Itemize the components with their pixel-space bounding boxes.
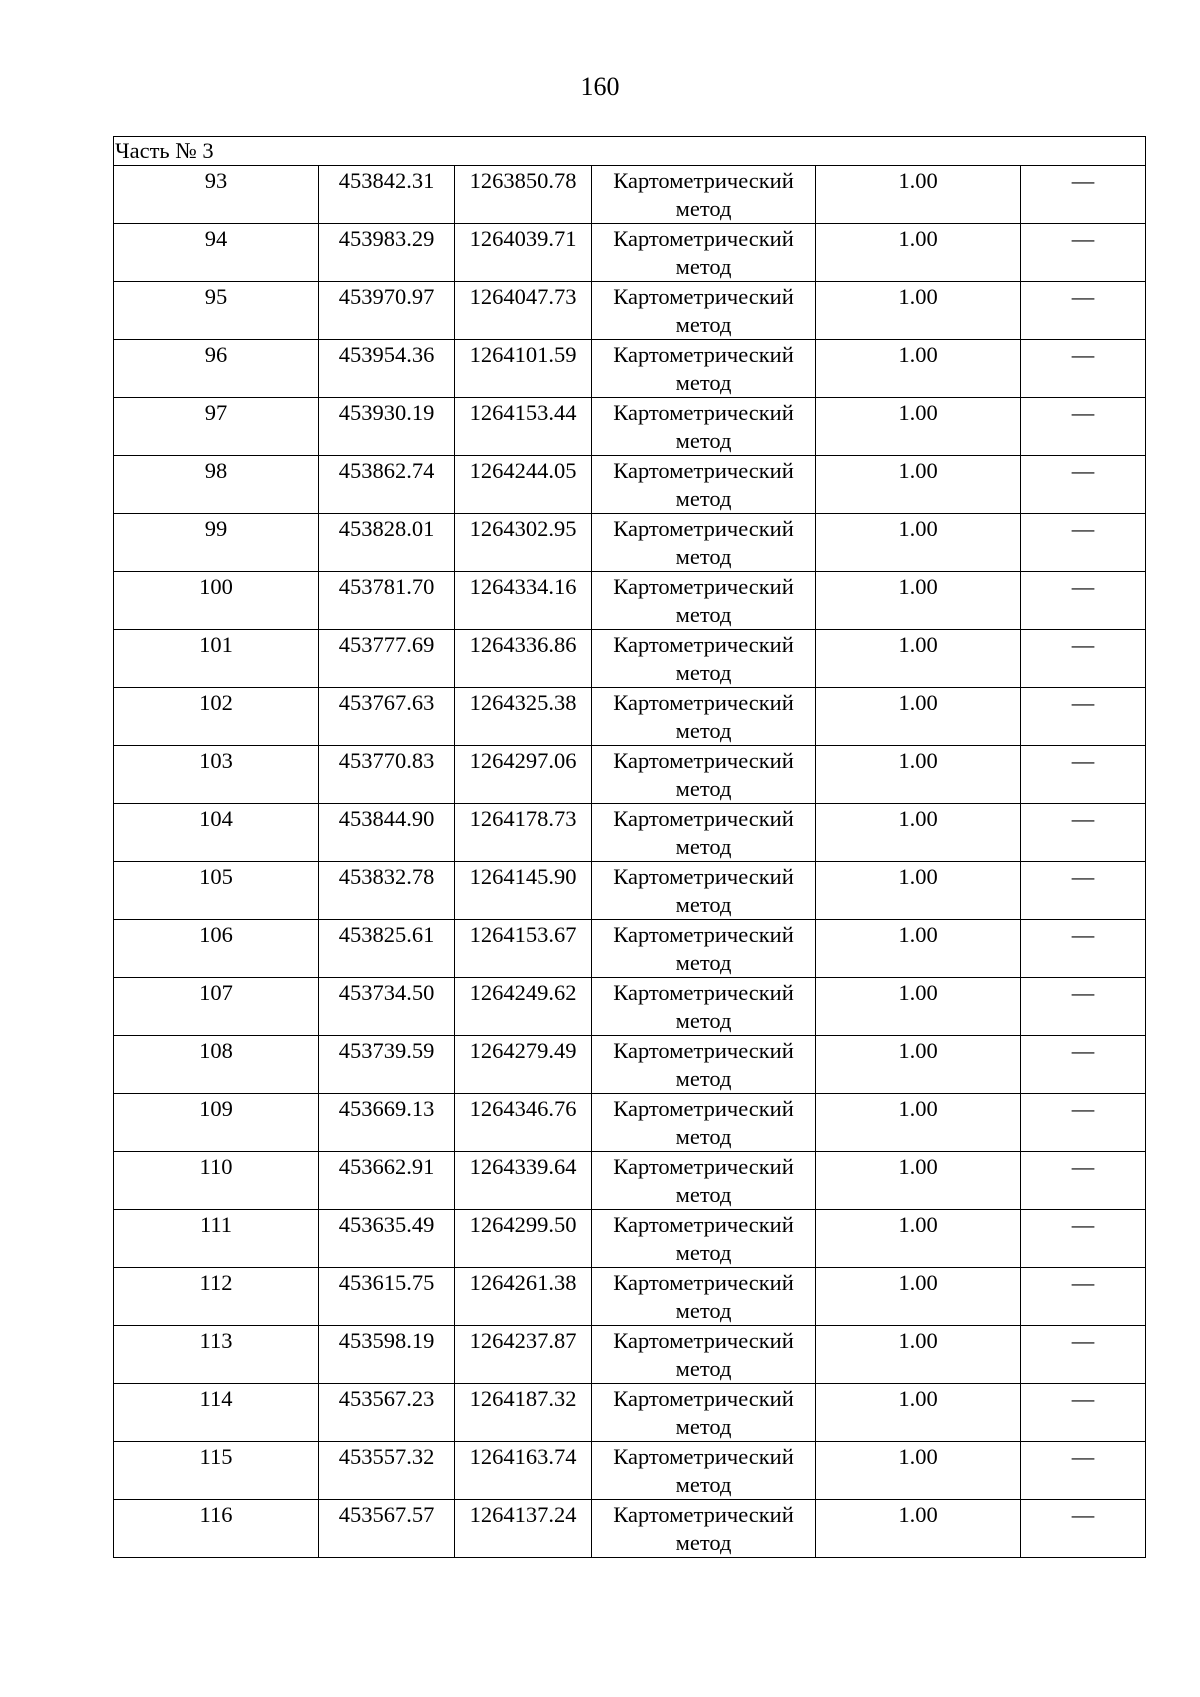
point-number-cell: 94 — [114, 224, 319, 282]
coordinate-y-cell: 1264187.32 — [455, 1384, 592, 1442]
accuracy-cell: 1.00 — [816, 978, 1021, 1036]
coordinate-x-cell: 453557.32 — [319, 1442, 455, 1500]
coordinate-x-cell: 453635.49 — [319, 1210, 455, 1268]
accuracy-cell: 1.00 — [816, 688, 1021, 746]
coordinate-x-cell: 453777.69 — [319, 630, 455, 688]
coordinate-x-cell: 453828.01 — [319, 514, 455, 572]
method-cell — [592, 1210, 816, 1268]
description-cell: — — [1021, 1384, 1146, 1442]
table-row — [114, 1268, 1146, 1326]
method-cell — [592, 746, 816, 804]
accuracy-cell: 1.00 — [816, 282, 1021, 340]
method-line-2: метод — [675, 1182, 732, 1207]
table-row — [114, 1094, 1146, 1152]
page-number: 160 — [580, 72, 620, 101]
coordinate-x-cell: 453567.23 — [319, 1384, 455, 1442]
table-row — [114, 340, 1146, 398]
point-number-cell: 106 — [114, 920, 319, 978]
point-number-cell: 97 — [114, 398, 319, 456]
accuracy-cell: 1.00 — [816, 456, 1021, 514]
point-number-cell: 100 — [114, 572, 319, 630]
coordinate-x-cell: 453844.90 — [319, 804, 455, 862]
coordinate-y-cell: 1264163.74 — [455, 1442, 592, 1500]
coordinate-y-cell: 1264339.64 — [455, 1152, 592, 1210]
coordinates-table — [113, 136, 1146, 1558]
method-line-2: метод — [675, 1530, 732, 1555]
accuracy-cell: 1.00 — [816, 514, 1021, 572]
coordinate-x-cell: 453930.19 — [319, 398, 455, 456]
coordinate-y-cell: 1264325.38 — [455, 688, 592, 746]
method-cell — [592, 224, 816, 282]
table-row — [114, 978, 1146, 1036]
description-cell: — — [1021, 282, 1146, 340]
method-line-2: метод — [675, 254, 732, 279]
method-line-2: метод — [675, 834, 732, 859]
method-line-2: метод — [675, 1124, 732, 1149]
table-body — [114, 137, 1146, 1558]
point-number-cell: 99 — [114, 514, 319, 572]
coordinate-y-cell: 1263850.78 — [455, 166, 592, 224]
coordinate-x-cell: 453734.50 — [319, 978, 455, 1036]
table-row — [114, 1152, 1146, 1210]
method-line-2: метод — [675, 370, 732, 395]
method-line-1: Картометрический — [613, 1270, 794, 1295]
coordinate-y-cell: 1264145.90 — [455, 862, 592, 920]
accuracy-cell: 1.00 — [816, 1500, 1021, 1558]
accuracy-cell: 1.00 — [816, 1036, 1021, 1094]
accuracy-cell: 1.00 — [816, 224, 1021, 282]
method-line-2: метод — [675, 1008, 732, 1033]
table-row — [114, 572, 1146, 630]
method-line-1: Картометрический — [613, 922, 794, 947]
coordinate-y-cell: 1264244.05 — [455, 456, 592, 514]
coordinate-x-cell: 453983.29 — [319, 224, 455, 282]
description-cell: — — [1021, 1326, 1146, 1384]
method-line-1: Картометрический — [613, 690, 794, 715]
method-line-1: Картометрический — [613, 1328, 794, 1353]
point-number-cell: 105 — [114, 862, 319, 920]
coordinate-x-cell: 453615.75 — [319, 1268, 455, 1326]
table-row — [114, 1210, 1146, 1268]
method-cell — [592, 862, 816, 920]
accuracy-cell: 1.00 — [816, 862, 1021, 920]
method-cell — [592, 978, 816, 1036]
method-line-1: Картометрический — [613, 1502, 794, 1527]
description-cell: — — [1021, 514, 1146, 572]
accuracy-cell: 1.00 — [816, 1268, 1021, 1326]
coordinate-y-cell: 1264299.50 — [455, 1210, 592, 1268]
point-number-cell: 112 — [114, 1268, 319, 1326]
method-line-1: Картометрический — [613, 574, 794, 599]
method-cell — [592, 456, 816, 514]
table-row — [114, 1326, 1146, 1384]
coordinate-y-cell: 1264297.06 — [455, 746, 592, 804]
table-row — [114, 688, 1146, 746]
coordinate-x-cell: 453842.31 — [319, 166, 455, 224]
method-line-2: метод — [675, 486, 732, 511]
description-cell: — — [1021, 340, 1146, 398]
coordinate-x-cell: 453567.57 — [319, 1500, 455, 1558]
point-number-cell: 102 — [114, 688, 319, 746]
description-cell: — — [1021, 572, 1146, 630]
method-line-2: метод — [675, 1414, 732, 1439]
point-number-cell: 114 — [114, 1384, 319, 1442]
method-line-2: метод — [675, 1298, 732, 1323]
method-cell — [592, 1442, 816, 1500]
coordinate-x-cell: 453662.91 — [319, 1152, 455, 1210]
method-line-1: Картометрический — [613, 864, 794, 889]
description-cell: — — [1021, 1152, 1146, 1210]
table-row — [114, 1500, 1146, 1558]
accuracy-cell: 1.00 — [816, 1094, 1021, 1152]
table-row — [114, 166, 1146, 224]
description-cell: — — [1021, 1036, 1146, 1094]
method-line-2: метод — [675, 892, 732, 917]
method-line-2: метод — [675, 312, 732, 337]
table-row — [114, 1384, 1146, 1442]
method-cell — [592, 1094, 816, 1152]
coordinate-x-cell: 453739.59 — [319, 1036, 455, 1094]
coordinate-x-cell: 453954.36 — [319, 340, 455, 398]
point-number-cell: 115 — [114, 1442, 319, 1500]
coordinate-y-cell: 1264237.87 — [455, 1326, 592, 1384]
point-number-cell: 116 — [114, 1500, 319, 1558]
description-cell: — — [1021, 1268, 1146, 1326]
accuracy-cell: 1.00 — [816, 630, 1021, 688]
method-line-1: Картометрический — [613, 1038, 794, 1063]
coordinate-x-cell: 453770.83 — [319, 746, 455, 804]
accuracy-cell: 1.00 — [816, 166, 1021, 224]
point-number-cell: 110 — [114, 1152, 319, 1210]
method-line-1: Картометрический — [613, 284, 794, 309]
accuracy-cell: 1.00 — [816, 804, 1021, 862]
coordinate-x-cell: 453598.19 — [319, 1326, 455, 1384]
table-row — [114, 282, 1146, 340]
coordinate-x-cell: 453669.13 — [319, 1094, 455, 1152]
table-row — [114, 862, 1146, 920]
point-number-cell: 113 — [114, 1326, 319, 1384]
accuracy-cell: 1.00 — [816, 920, 1021, 978]
point-number-cell: 107 — [114, 978, 319, 1036]
coordinate-y-cell: 1264047.73 — [455, 282, 592, 340]
coordinate-x-cell: 453832.78 — [319, 862, 455, 920]
point-number-cell: 101 — [114, 630, 319, 688]
accuracy-cell: 1.00 — [816, 1384, 1021, 1442]
method-cell — [592, 1036, 816, 1094]
accuracy-cell: 1.00 — [816, 398, 1021, 456]
coordinate-y-cell: 1264153.44 — [455, 398, 592, 456]
method-line-1: Картометрический — [613, 516, 794, 541]
description-cell: — — [1021, 746, 1146, 804]
coordinate-y-cell: 1264279.49 — [455, 1036, 592, 1094]
method-cell — [592, 630, 816, 688]
coordinate-x-cell: 453767.63 — [319, 688, 455, 746]
point-number-cell: 95 — [114, 282, 319, 340]
point-number-cell: 96 — [114, 340, 319, 398]
description-cell: — — [1021, 804, 1146, 862]
method-cell — [592, 282, 816, 340]
coordinate-y-cell: 1264302.95 — [455, 514, 592, 572]
method-line-1: Картометрический — [613, 1444, 794, 1469]
coordinate-x-cell: 453825.61 — [319, 920, 455, 978]
accuracy-cell: 1.00 — [816, 1210, 1021, 1268]
accuracy-cell: 1.00 — [816, 1442, 1021, 1500]
method-line-1: Картометрический — [613, 400, 794, 425]
method-line-2: метод — [675, 950, 732, 975]
method-line-1: Картометрический — [613, 806, 794, 831]
method-line-1: Картометрический — [613, 342, 794, 367]
coordinate-x-cell: 453862.74 — [319, 456, 455, 514]
description-cell: — — [1021, 1442, 1146, 1500]
method-line-2: метод — [675, 196, 732, 221]
part-header-row — [114, 137, 1146, 166]
description-cell: — — [1021, 456, 1146, 514]
part-label: Часть № 3 — [114, 137, 1146, 166]
table-row — [114, 1442, 1146, 1500]
method-cell — [592, 166, 816, 224]
method-line-2: метод — [675, 1472, 732, 1497]
accuracy-cell: 1.00 — [816, 340, 1021, 398]
description-cell: — — [1021, 630, 1146, 688]
method-line-1: Картометрический — [613, 748, 794, 773]
description-cell: — — [1021, 1210, 1146, 1268]
method-cell — [592, 1152, 816, 1210]
method-line-2: метод — [675, 1356, 732, 1381]
coordinate-y-cell: 1264039.71 — [455, 224, 592, 282]
description-cell: — — [1021, 920, 1146, 978]
coordinate-y-cell: 1264249.62 — [455, 978, 592, 1036]
method-line-1: Картометрический — [613, 1154, 794, 1179]
coordinate-x-cell: 453970.97 — [319, 282, 455, 340]
table-row — [114, 804, 1146, 862]
method-line-1: Картометрический — [613, 458, 794, 483]
method-line-1: Картометрический — [613, 632, 794, 657]
method-line-2: метод — [675, 602, 732, 627]
description-cell: — — [1021, 862, 1146, 920]
method-line-1: Картометрический — [613, 1386, 794, 1411]
accuracy-cell: 1.00 — [816, 1326, 1021, 1384]
method-line-2: метод — [675, 1066, 732, 1091]
point-number-cell: 104 — [114, 804, 319, 862]
table-row — [114, 224, 1146, 282]
coordinate-y-cell: 1264261.38 — [455, 1268, 592, 1326]
table-row — [114, 456, 1146, 514]
point-number-cell: 98 — [114, 456, 319, 514]
coordinate-y-cell: 1264137.24 — [455, 1500, 592, 1558]
method-cell — [592, 804, 816, 862]
method-cell — [592, 1326, 816, 1384]
description-cell: — — [1021, 224, 1146, 282]
method-line-2: метод — [675, 776, 732, 801]
table-row — [114, 746, 1146, 804]
method-cell — [592, 340, 816, 398]
description-cell: — — [1021, 398, 1146, 456]
method-line-1: Картометрический — [613, 1096, 794, 1121]
method-cell — [592, 688, 816, 746]
table-row — [114, 920, 1146, 978]
description-cell: — — [1021, 166, 1146, 224]
coordinate-y-cell: 1264153.67 — [455, 920, 592, 978]
description-cell: — — [1021, 688, 1146, 746]
method-cell — [592, 398, 816, 456]
coordinate-x-cell: 453781.70 — [319, 572, 455, 630]
point-number-cell: 103 — [114, 746, 319, 804]
coordinate-y-cell: 1264334.16 — [455, 572, 592, 630]
coordinate-y-cell: 1264346.76 — [455, 1094, 592, 1152]
method-cell — [592, 572, 816, 630]
method-line-2: метод — [675, 718, 732, 743]
coordinate-y-cell: 1264178.73 — [455, 804, 592, 862]
method-line-1: Картометрический — [613, 1212, 794, 1237]
description-cell: — — [1021, 1500, 1146, 1558]
method-cell — [592, 1384, 816, 1442]
description-cell: — — [1021, 1094, 1146, 1152]
description-cell: — — [1021, 978, 1146, 1036]
method-cell — [592, 514, 816, 572]
method-line-1: Картометрический — [613, 226, 794, 251]
point-number-cell: 108 — [114, 1036, 319, 1094]
table-row — [114, 630, 1146, 688]
method-line-1: Картометрический — [613, 168, 794, 193]
method-cell — [592, 1268, 816, 1326]
method-cell — [592, 1500, 816, 1558]
accuracy-cell: 1.00 — [816, 1152, 1021, 1210]
coordinate-y-cell: 1264336.86 — [455, 630, 592, 688]
accuracy-cell: 1.00 — [816, 572, 1021, 630]
method-line-1: Картометрический — [613, 980, 794, 1005]
method-line-2: метод — [675, 544, 732, 569]
method-cell — [592, 920, 816, 978]
table-row — [114, 514, 1146, 572]
point-number-cell: 93 — [114, 166, 319, 224]
accuracy-cell: 1.00 — [816, 746, 1021, 804]
point-number-cell: 111 — [114, 1210, 319, 1268]
table-row — [114, 1036, 1146, 1094]
coordinate-y-cell: 1264101.59 — [455, 340, 592, 398]
method-line-2: метод — [675, 428, 732, 453]
method-line-2: метод — [675, 1240, 732, 1265]
point-number-cell: 109 — [114, 1094, 319, 1152]
method-line-2: метод — [675, 660, 732, 685]
table-row — [114, 398, 1146, 456]
